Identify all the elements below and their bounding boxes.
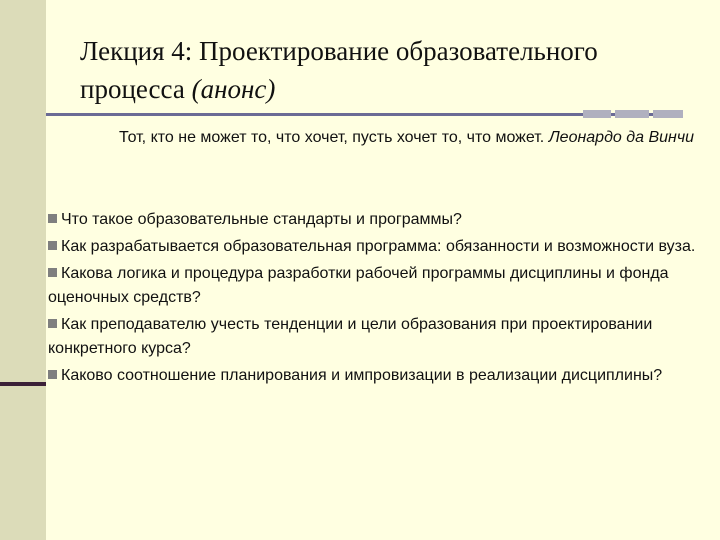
side-divider — [0, 382, 46, 386]
bullet-item — [48, 208, 698, 232]
bullet-item — [48, 262, 698, 310]
bullet-item — [48, 364, 698, 388]
square-bullet-icon — [48, 214, 57, 223]
bullet-text: Как преподавателю учесть тенденции и цели образования при проектировании конкретного курса? — [48, 316, 653, 357]
bullet-item — [48, 235, 698, 259]
bullet-text: Каково соотношение планирования и импровизации в реализации дисциплины? — [61, 367, 663, 384]
slide-title — [80, 32, 700, 108]
bullet-list — [48, 208, 698, 391]
square-bullet-icon — [48, 241, 57, 250]
quote-author: Леонардо да Винчи — [548, 129, 694, 146]
quote-text: Тот, кто не может то, что хочет, пусть хочет то, что может. — [119, 129, 545, 146]
slide-title-main: Лекция 4: Проектирование образовательного процесса — [80, 36, 598, 104]
epigraph-quote — [60, 126, 694, 150]
bullet-text: Какова логика и процедура разработки рабочей программы дисциплины и фонда оценочных средств? — [48, 265, 669, 306]
square-bullet-icon — [48, 319, 57, 328]
bullet-text: Что такое образовательные стандарты и программы? — [61, 211, 462, 228]
side-decor-bar — [0, 0, 46, 540]
title-divider-accent — [615, 110, 649, 118]
title-divider-accent — [653, 110, 683, 118]
slide-title-italic: (анонс) — [191, 74, 276, 104]
title-divider-accent — [583, 110, 611, 118]
bullet-item — [48, 313, 698, 361]
square-bullet-icon — [48, 268, 57, 277]
bullet-text: Как разрабатывается образовательная программа: обязанности и возможности вуза. — [61, 238, 696, 255]
square-bullet-icon — [48, 370, 57, 379]
